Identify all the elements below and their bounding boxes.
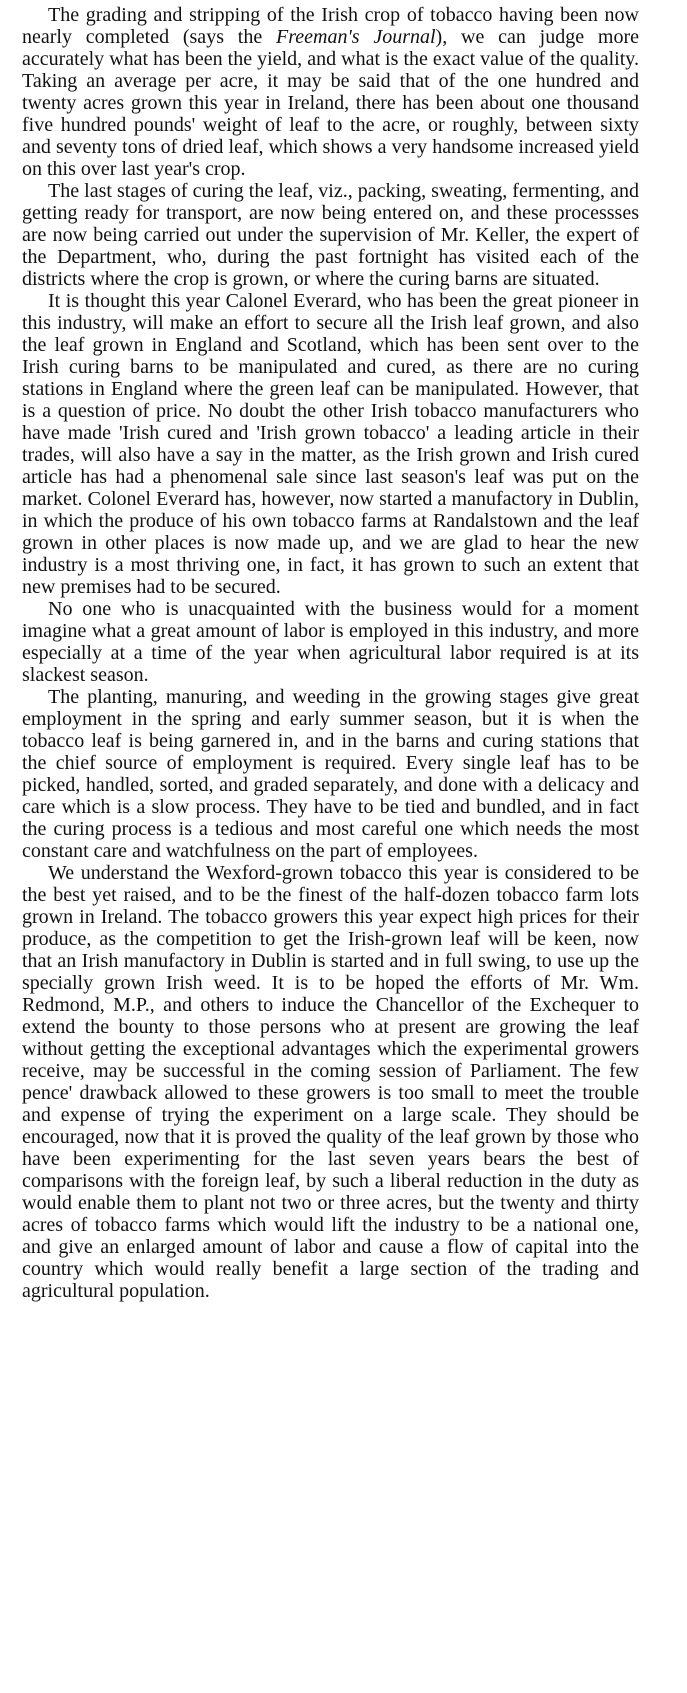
paragraph [22, 290, 639, 598]
paragraph [22, 180, 639, 290]
paragraph-text: It is thought this year Calonel Everard, who has been the great pioneer in this industry, will make an effort to secure all the Irish leaf grown, and also the leaf grown in England and Scotland, which has been sent over to the Irish curing barns to be manipulated and cured, as there are no curing stations in England where the green leaf can be manipulated. However, that is a question of price. No doubt the other Irish tobacco manufacturers who have made 'Irish cured and 'Irish grown tobacco' a leading article in their trades, will also have a say in the matter, as the Irish grown and Irish cured article has had a phenomenal sale since last season's leaf was put on the market. Colonel Everard has, however, now started a manufactory in Dublin, in which the produce of his own tobacco farms at Randalstown and the leaf grown in other places is now made up, and we are glad to hear the new industry is a most thriving one, in fact, it has grown to such an extent that new premises had to be secured. [22, 290, 639, 598]
paragraph [22, 862, 639, 1302]
paragraph-text: We understand the Wexford-grown tobacco this year is considered to be the best yet raised, and to be the finest of the half-dozen tobacco farm lots grown in Ireland. The tobacco growers this year expect high prices for their produce, as the competition to get the Irish-grown leaf will be keen, now that an Irish manufactory in Dublin is started and in full swing, to use up the specially grown Irish weed. It is to be hoped the efforts of Mr. Wm. Redmond, M.P., and others to induce the Chancellor of the Exchequer to extend the bounty to those persons who at present are growing the leaf without getting the exceptional advantages which the experimental growers receive, may be successful in the coming session of Parliament. The few pence' drawback allowed to these growers is too small to meet the trouble and expense of trying the experiment on a large scale. They should be encouraged, now that it is proved the quality of the leaf grown by those who have been experimenting for the last seven years bears the best of comparisons with the foreign leaf, by such a liberal reduction in the duty as would enable them to plant not two or three acres, but the twenty and thirty acres of tobacco farms which would lift the industry to be a national one, and give an enlarged amount of labor and cause a flow of capital into the country which would really benefit a large section of the trading and agricultural population. [22, 862, 639, 1302]
paragraph-text: ), we can judge more accurately what has been the yield, and what is the exact value of the quality. Taking an average per acre, it may be said that of the one hundred and twenty acres grown this year in Ireland, there has been about one thousand five hundred pounds' weight of leaf to the acre, or roughly, between sixty and seventy tons of dried leaf, which shows a very handsome increased yield on this over last year's crop. [22, 26, 640, 180]
paragraph-text: The last stages of curing the leaf, viz., packing, sweating, fermenting, and getting ready for transport, are now being entered on, and these processses are now being carried out under the supervision of Mr. Keller, the expert of the Department, who, during the past fortnight has visited each of the districts where the crop is grown, or where the curing barns are situated. [22, 180, 639, 290]
paragraph [22, 598, 639, 686]
paragraph-text: The planting, manuring, and weeding in the growing stages give great employment in the spring and early summer season, but it is when the tobacco leaf is being garnered in, and in the barns and curing stations that the chief source of employment is required. Every single leaf has to be picked, handled, sorted, and graded separately, and done with a delicacy and care which is a slow process. They have to be tied and bundled, and in fact the curing process is a tedious and most careful one which needs the most constant care and watchfulness on the part of employees. [22, 686, 639, 862]
paragraph-text: The grading and stripping of the Irish crop of tobacco having been now nearly completed (says the [22, 4, 639, 48]
newspaper-title: Freeman's Journal [276, 26, 436, 48]
paragraph [22, 686, 639, 862]
paragraph [22, 4, 639, 180]
paragraph-text: No one who is unacquainted with the business would for a moment imagine what a great amount of labor is employed in this industry, and more especially at a time of the year when agricultural labor required is at its slackest season. [22, 598, 639, 686]
